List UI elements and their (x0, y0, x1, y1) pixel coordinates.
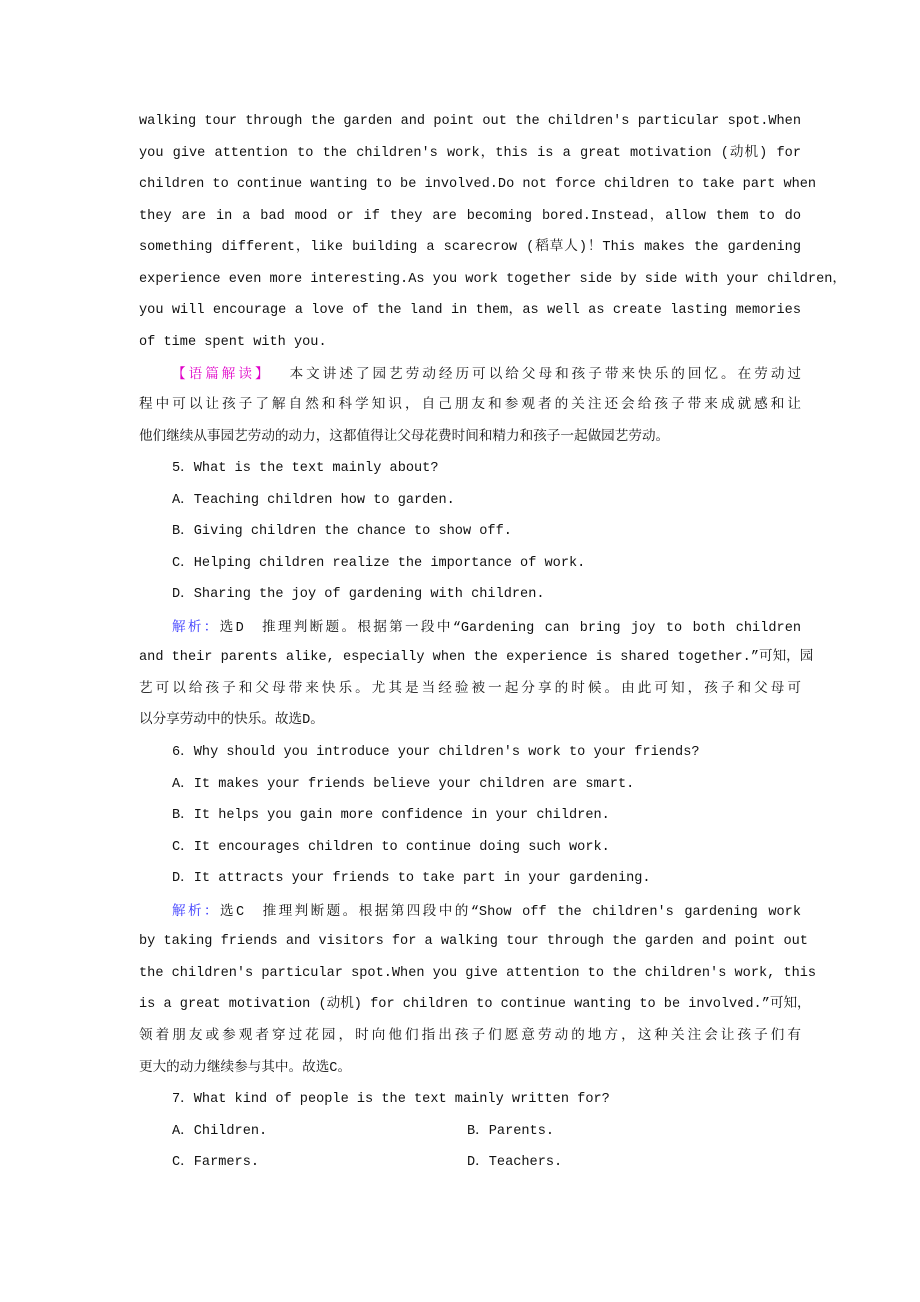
q5-option: D．Sharing the joy of gardening with children. (172, 587, 545, 603)
q7-question: 7．What kind of people is the text mainly written for? (172, 1092, 610, 1108)
q6-option: C．It encourages children to continue doing such work. (172, 839, 610, 855)
passage-line: experience even more interesting.As you work together side by side with your children， (139, 271, 846, 287)
q5-option: B．Giving children the chance to show off. (172, 524, 512, 540)
passage-line: you give attention to the children's work，this is a great motivation (动机) for (139, 145, 801, 161)
q7-option-row (172, 1152, 801, 1174)
passage-line: you will encourage a love of the land in them，as well as create lasting memories (139, 303, 801, 319)
q7-option: A．Children. (172, 1123, 268, 1139)
q6-option: A．It makes your friends believe your children are smart. (172, 776, 635, 792)
q5-question: 5．What is the text mainly about? (172, 461, 439, 477)
passage-line: children to continue wanting to be involved.Do not force children to take part when (139, 177, 817, 193)
q7-option: B．Parents. (467, 1123, 555, 1139)
q6-option: B．It helps you gain more confidence in your children. (172, 808, 610, 824)
q5-analysis-text: 选D 推理判断题。根据第一段中“Gardening can bring joy to both children (219, 620, 802, 636)
q6-option: D．It attracts your friends to take part in your gardening. (172, 871, 651, 887)
q6-analysis-line: is a great motivation (动机) for children to continue wanting to be involved.”可知， (139, 997, 811, 1013)
q6-analysis-line: 领着朋友或参观者穿过花园，时向他们指出孩子们愿意劳动的地方，这种关注会让孩子们有 (139, 1028, 801, 1044)
q6-analysis-label: 解析： (172, 902, 221, 919)
q6-analysis-line: by taking friends and visitors for a walking tour through the garden and point out (139, 934, 808, 950)
q5-analysis-line: and their parents alike, especially when the experience is shared together.”可知，园 (139, 650, 814, 666)
summary-label: 【语篇解读】 (172, 366, 272, 383)
q7-option-row (172, 1121, 801, 1143)
q6-question: 6．Why should you introduce your children's work to your friends? (172, 745, 700, 760)
q7-option: C．Farmers. (172, 1155, 260, 1171)
passage-line: of time spent with you. (139, 334, 327, 350)
q6-analysis-line: 更大的动力继续参与其中。故选C。 (139, 1060, 352, 1076)
q6-analysis-text: 选C 推理判断题。根据第四段中的“Show off the children's gardening work (220, 904, 801, 920)
q5-option: A．Teaching children how to garden. (172, 492, 455, 508)
q5-analysis-label: 解析： (172, 618, 220, 635)
q6-analysis-line: the children's particular spot.When you give attention to the children's work, this (139, 965, 817, 981)
q6-analysis-line (172, 900, 801, 922)
passage-line: something different，like building a scarecrow (稻草人)！This makes the gardening (139, 240, 801, 256)
passage-line: they are in a bad mood or if they are becoming bored.Instead，allow them to do (139, 208, 801, 224)
q5-analysis-line: 以分享劳动中的快乐。故选D。 (139, 713, 324, 729)
passage-line: walking tour through the garden and point out the children's particular spot.When (139, 114, 801, 129)
q5-analysis-line: 艺可以给孩子和父母带来快乐。尤其是当经验被一起分享的时候。由此可知，孩子和父母可 (139, 681, 801, 697)
q5-option: C．Helping children realize the importance of work. (172, 555, 586, 571)
summary-text: 本文讲述了园艺劳动经历可以给父母和孩子带来快乐的回忆。在劳动过 (289, 368, 802, 384)
summary-line: 他们继续从事园艺劳动的动力，这都值得让父母花费时间和精力和孩子一起做园艺劳动。 (139, 429, 670, 445)
q5-analysis-line (172, 616, 801, 638)
summary-line (172, 363, 801, 385)
q7-option: D．Teachers. (467, 1155, 563, 1171)
summary-line: 程中可以让孩子了解自然和科学知识，自己朋友和参观者的关注还会给孩子带来成就感和让 (139, 397, 801, 413)
